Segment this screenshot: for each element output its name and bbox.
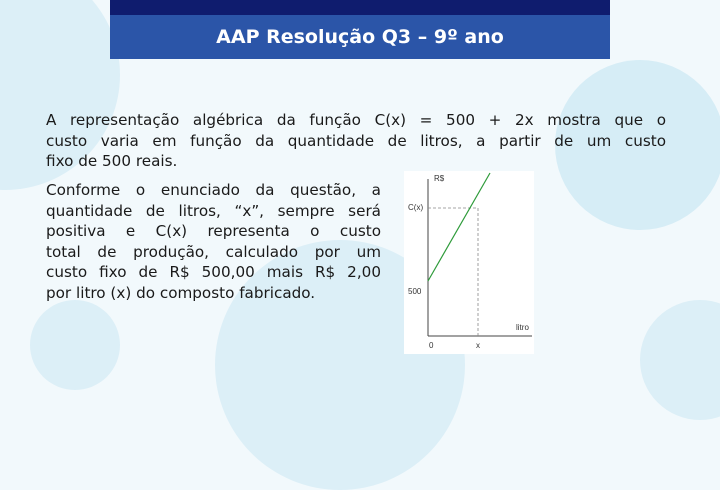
paragraph-line: custo varia em função da quantidade de litros, a partir de um custo — [46, 131, 666, 150]
paragraph-line: Conforme o enunciado da questão, a — [46, 181, 381, 199]
paragraph-explanation — [46, 180, 381, 303]
y-axis-label: R$ — [434, 174, 445, 183]
origin-label: 0 — [429, 341, 434, 350]
y-tick-cx: C(x) — [408, 203, 424, 212]
paragraph-line: por litro (x) do composto fabricado. — [46, 283, 316, 302]
y-tick-500: 500 — [408, 287, 422, 296]
paragraph-function-description — [46, 110, 666, 172]
slide-title: AAP Resolução Q3 – 9º ano — [216, 26, 504, 48]
paragraph-line: total de produção, calculado por um — [46, 242, 381, 261]
paragraph-line: quantidade de litros, “x”, sempre será — [46, 201, 381, 220]
x-axis-label: litro — [516, 323, 529, 332]
background-circle — [30, 300, 120, 390]
paragraph-line: fixo de 500 reais. — [46, 152, 178, 170]
background-circle — [640, 300, 720, 420]
title-banner-stripe — [110, 0, 610, 15]
graph-svg — [404, 171, 534, 354]
cost-function-graph — [404, 171, 534, 354]
paragraph-line: A representação algébrica da função C(x) = 500 + 2x mostra que o — [46, 111, 666, 129]
x-tick-label: x — [476, 341, 480, 350]
function-line — [428, 173, 490, 281]
title-banner — [110, 0, 610, 59]
paragraph-line: custo fixo de R$ 500,00 mais R$ 2,00 — [46, 263, 381, 281]
paragraph-line: positiva e C(x) representa o custo — [46, 222, 381, 240]
